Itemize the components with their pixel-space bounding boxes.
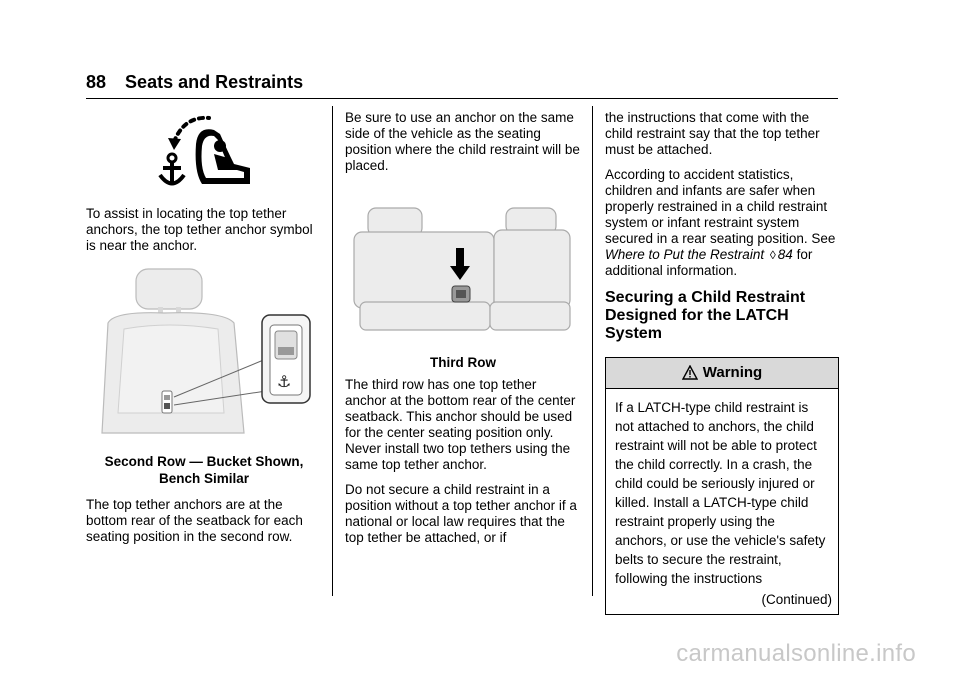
second-row-seat-illustration — [86, 263, 322, 443]
caption-line-1: Second Row — Bucket Shown, — [104, 454, 304, 469]
col3-paragraph-2 — [605, 167, 839, 279]
col1-paragraph-1: To assist in locating the top tether anchors, the top tether anchor symbol is near the anchor. — [86, 206, 313, 253]
figure-caption-third-row: Third Row — [430, 355, 496, 370]
cross-reference-page[interactable]: 84 — [777, 247, 793, 262]
page-reference-icon: ◊ — [769, 248, 776, 262]
warning-header — [606, 358, 838, 389]
column-1 — [86, 106, 322, 554]
watermark-text: carmanualsonline.info — [676, 640, 916, 667]
col2-paragraph-3: Do not secure a child restraint in a position without a top tether anchor if a national or local law requires that the top tether be attached, or if — [345, 482, 577, 545]
warning-text: If a LATCH-type child restraint is not attached to anchors, the child restraint will not be able to protect the child correctly. In a crash, the child could be seriously injured or killed. Install a LATCH-type child restraint properly using the anchors, or use the vehicle's safety belts to secure the restraint, following the instructions — [615, 400, 826, 586]
latch-section-title: Securing a Child Restraint Designed for the LATCH System — [605, 289, 806, 342]
top-tether-symbol-icon — [86, 112, 322, 192]
third-row-seat-illustration — [345, 204, 581, 334]
col3-paragraph-1: the instructions that come with the child restraint say that the top tether must be attached. — [605, 110, 820, 157]
column-3 — [605, 110, 839, 615]
warning-triangle-icon — [682, 365, 698, 381]
continued-label: (Continued) — [761, 592, 832, 607]
column-divider-1 — [332, 106, 333, 596]
column-2 — [345, 110, 581, 555]
figure-caption-second-row — [86, 453, 322, 487]
col2-paragraph-1: Be sure to use an anchor on the same side of the vehicle as the seating position where the child restraint will be placed. — [345, 110, 580, 173]
col1-paragraph-2: The top tether anchors are at the bottom rear of the seatback for each seating position in the second row. — [86, 497, 303, 544]
page-header — [86, 72, 303, 93]
page-number: 88 — [86, 72, 107, 92]
cross-reference-link[interactable]: Where to Put the Restraint — [605, 247, 765, 262]
caption-line-2: Bench Similar — [158, 471, 250, 486]
section-heading: Seats and Restraints — [125, 72, 304, 92]
para2-text-b: for additional information. — [605, 247, 813, 278]
svg-text:⚓: ⚓ — [277, 372, 292, 391]
header-rule — [86, 98, 838, 99]
warning-box — [605, 357, 839, 615]
para2-text-a: According to accident statistics, children and infants are safer when properly restrained in a child restraint system or infant restraint system secured in a rear seating position. See — [605, 167, 836, 246]
column-divider-2 — [592, 106, 593, 596]
col2-paragraph-2: The third row has one top tether anchor at the bottom rear of the center seatback. This anchor should be used for the center seating position only. Never install two top tethers using the same top tether anchor. — [345, 377, 576, 472]
warning-title: Warning — [702, 364, 763, 381]
